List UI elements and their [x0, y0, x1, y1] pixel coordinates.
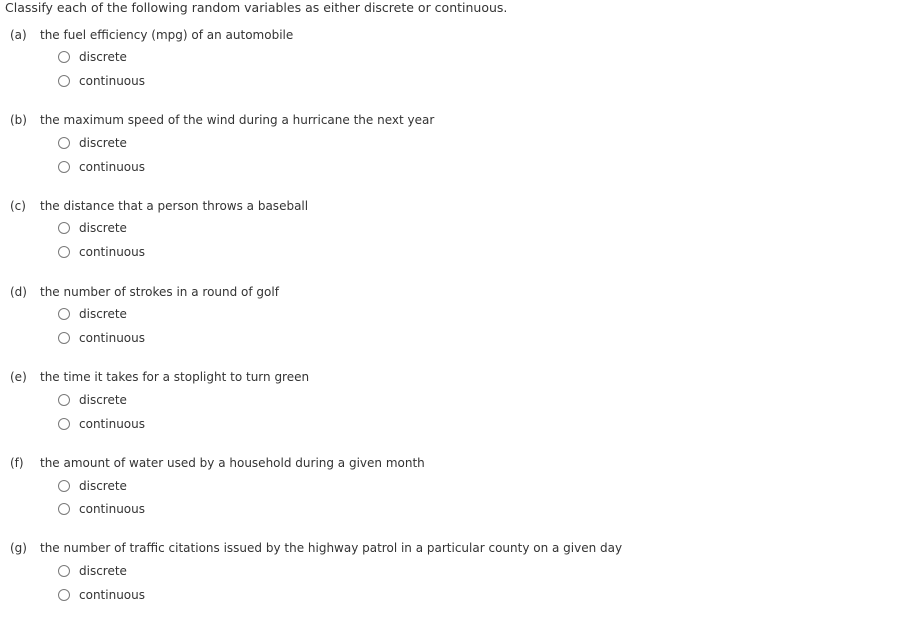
question-letter: (e) [10, 370, 27, 384]
radio-button-continuous-a[interactable] [58, 75, 70, 87]
question-line [10, 112, 890, 128]
question-line [10, 455, 890, 471]
radio-button-continuous-d[interactable] [58, 332, 70, 344]
question-b [10, 112, 890, 174]
question-letter: (a) [10, 28, 27, 42]
question-text: the maximum speed of the wind during a hurricane the next year [40, 113, 435, 127]
radio-button-continuous-e[interactable] [58, 418, 70, 430]
radio-button-continuous-f[interactable] [58, 503, 70, 515]
radio-button-discrete-a[interactable] [58, 51, 70, 63]
radio-button-discrete-f[interactable] [58, 480, 70, 492]
question-g [10, 540, 890, 602]
question-letter: (f) [10, 456, 24, 470]
option-label: discrete [79, 50, 127, 64]
radio-button-discrete-b[interactable] [58, 137, 70, 149]
question-letter: (b) [10, 113, 27, 127]
question-line [10, 198, 890, 214]
radio-button-continuous-b[interactable] [58, 161, 70, 173]
question-text: the distance that a person throws a baseball [40, 199, 309, 213]
question-text: the amount of water used by a household during a given month [40, 456, 425, 470]
question-text: the time it takes for a stoplight to turn green [40, 370, 310, 384]
option-label: discrete [79, 307, 127, 321]
question-text: the number of traffic citations issued by the highway patrol in a particular county on a given day [40, 541, 623, 555]
radio-button-discrete-c[interactable] [58, 222, 70, 234]
question-letter: (d) [10, 285, 27, 299]
question-line [10, 27, 890, 43]
question-f [10, 455, 890, 516]
instruction-text: Classify each of the following random variables as either discrete or continuous. [5, 0, 508, 15]
question-line [10, 540, 890, 556]
option-label: discrete [79, 221, 127, 235]
question-d [10, 284, 890, 345]
option-label: discrete [79, 393, 127, 407]
option-label: continuous [79, 74, 145, 88]
question-line [10, 369, 890, 385]
radio-button-discrete-g[interactable] [58, 565, 70, 577]
option-label: continuous [79, 160, 145, 174]
question-line [10, 284, 890, 300]
question-text: the number of strokes in a round of golf [40, 285, 279, 299]
question-letter: (g) [10, 541, 27, 555]
radio-button-discrete-e[interactable] [58, 394, 70, 406]
option-label: continuous [79, 417, 145, 431]
radio-button-discrete-d[interactable] [58, 308, 70, 320]
question-letter: (c) [10, 199, 26, 213]
option-label: continuous [79, 588, 145, 602]
option-label: discrete [79, 564, 127, 578]
option-label: discrete [79, 136, 127, 150]
question-text: the fuel efficiency (mpg) of an automobile [40, 28, 294, 42]
option-label: continuous [79, 245, 145, 259]
radio-button-continuous-g[interactable] [58, 589, 70, 601]
option-label: discrete [79, 479, 127, 493]
radio-button-continuous-c[interactable] [58, 246, 70, 258]
question-e [10, 369, 890, 431]
option-label: continuous [79, 331, 145, 345]
option-label: continuous [79, 502, 145, 516]
question-a [10, 27, 890, 88]
question-c [10, 198, 890, 259]
